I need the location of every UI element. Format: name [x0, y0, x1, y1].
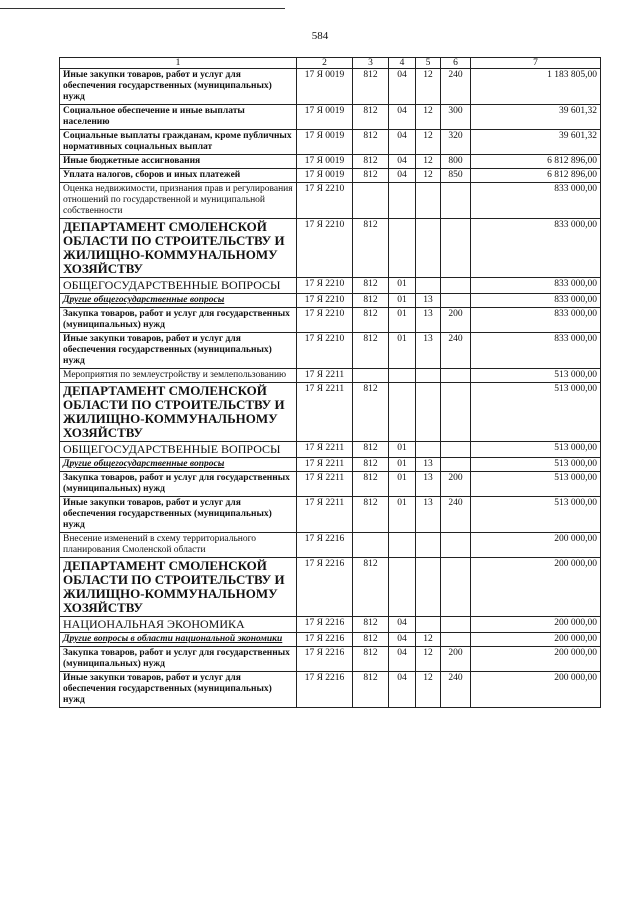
row-section-code: 04: [389, 105, 416, 130]
row-section-code: 04: [389, 633, 416, 647]
row-section-code: 04: [389, 169, 416, 183]
row-expense-type: 240: [441, 333, 471, 369]
table-row: [60, 130, 601, 155]
row-subsection-code: 12: [416, 155, 441, 169]
row-expense-type: 240: [441, 69, 471, 105]
row-subsection-code: [416, 278, 441, 294]
table-row: [60, 155, 601, 169]
row-amount: 513 000,00: [471, 383, 601, 442]
row-name: Социальные выплаты гражданам, кроме публичных нормативных социальных выплат: [60, 130, 297, 155]
row-ministry-code: 812: [353, 69, 389, 105]
row-target-article: 17 Я 0019: [297, 69, 353, 105]
column-header: 3: [353, 58, 389, 69]
row-amount: 6 812 896,00: [471, 169, 601, 183]
row-amount: 513 000,00: [471, 497, 601, 533]
top-rule: [0, 8, 285, 9]
row-ministry-code: 812: [353, 617, 389, 633]
row-name: ОБЩЕГОСУДАРСТВЕННЫЕ ВОПРОСЫ: [60, 442, 297, 458]
row-amount: 200 000,00: [471, 633, 601, 647]
row-expense-type: [441, 617, 471, 633]
row-expense-type: 200: [441, 308, 471, 333]
table-row: [60, 647, 601, 672]
row-target-article: 17 Я 2216: [297, 617, 353, 633]
row-section-code: 04: [389, 130, 416, 155]
table-row: [60, 219, 601, 278]
row-subsection-code: [416, 558, 441, 617]
row-subsection-code: [416, 617, 441, 633]
row-ministry-code: 812: [353, 647, 389, 672]
row-section-code: 01: [389, 294, 416, 308]
row-ministry-code: 812: [353, 130, 389, 155]
row-target-article: 17 Я 2216: [297, 672, 353, 708]
row-ministry-code: 812: [353, 442, 389, 458]
table-row: [60, 333, 601, 369]
row-expense-type: 240: [441, 672, 471, 708]
row-section-code: [389, 183, 416, 219]
row-name: Другие общегосударственные вопросы: [60, 458, 297, 472]
column-header: 6: [441, 58, 471, 69]
row-amount: 6 812 896,00: [471, 155, 601, 169]
row-target-article: 17 Я 2211: [297, 472, 353, 497]
row-amount: 833 000,00: [471, 278, 601, 294]
row-expense-type: [441, 442, 471, 458]
row-section-code: [389, 369, 416, 383]
table-row: [60, 308, 601, 333]
row-name: Иные закупки товаров, работ и услуг для обеспечения государственных (муниципальных) нужд: [60, 333, 297, 369]
row-subsection-code: 12: [416, 130, 441, 155]
row-section-code: 01: [389, 278, 416, 294]
row-ministry-code: [353, 533, 389, 558]
column-header: 2: [297, 58, 353, 69]
row-subsection-code: 12: [416, 633, 441, 647]
table-row: [60, 458, 601, 472]
row-target-article: 17 Я 2216: [297, 633, 353, 647]
row-section-code: 01: [389, 442, 416, 458]
row-amount: 200 000,00: [471, 617, 601, 633]
row-subsection-code: 12: [416, 647, 441, 672]
row-target-article: 17 Я 0019: [297, 105, 353, 130]
row-amount: 200 000,00: [471, 647, 601, 672]
row-section-code: 04: [389, 69, 416, 105]
row-amount: 200 000,00: [471, 558, 601, 617]
row-name: Социальное обеспечение и иные выплаты населению: [60, 105, 297, 130]
row-name: ДЕПАРТАМЕНТ СМОЛЕНСКОЙ ОБЛАСТИ ПО СТРОИТЕЛЬСТВУ И ЖИЛИЩНО-КОММУНАЛЬНОМУ ХОЗЯЙСТВУ: [60, 219, 297, 278]
table-row: [60, 442, 601, 458]
table-row: [60, 472, 601, 497]
row-ministry-code: 812: [353, 308, 389, 333]
row-ministry-code: 812: [353, 558, 389, 617]
row-amount: 200 000,00: [471, 672, 601, 708]
row-amount: 39 601,32: [471, 105, 601, 130]
row-expense-type: 200: [441, 647, 471, 672]
row-section-code: 01: [389, 458, 416, 472]
row-amount: 1 183 805,00: [471, 69, 601, 105]
row-ministry-code: 812: [353, 383, 389, 442]
row-expense-type: 800: [441, 155, 471, 169]
row-section-code: 04: [389, 617, 416, 633]
row-subsection-code: 13: [416, 458, 441, 472]
row-subsection-code: [416, 383, 441, 442]
row-subsection-code: 13: [416, 294, 441, 308]
table-row: [60, 383, 601, 442]
row-section-code: 01: [389, 497, 416, 533]
row-target-article: 17 Я 2211: [297, 383, 353, 442]
row-name: Закупка товаров, работ и услуг для государственных (муниципальных) нужд: [60, 308, 297, 333]
row-ministry-code: 812: [353, 497, 389, 533]
row-target-article: 17 Я 2210: [297, 308, 353, 333]
row-subsection-code: [416, 442, 441, 458]
row-expense-type: [441, 633, 471, 647]
row-expense-type: [441, 294, 471, 308]
row-section-code: 01: [389, 308, 416, 333]
row-expense-type: [441, 219, 471, 278]
row-amount: 833 000,00: [471, 294, 601, 308]
row-amount: 200 000,00: [471, 533, 601, 558]
column-header: 1: [60, 58, 297, 69]
row-expense-type: 850: [441, 169, 471, 183]
row-name: Уплата налогов, сборов и иных платежей: [60, 169, 297, 183]
row-name: Мероприятия по землеустройству и землепользованию: [60, 369, 297, 383]
table-row: [60, 169, 601, 183]
column-header: 5: [416, 58, 441, 69]
row-target-article: 17 Я 2210: [297, 278, 353, 294]
row-expense-type: [441, 533, 471, 558]
row-expense-type: [441, 183, 471, 219]
table-row: [60, 278, 601, 294]
row-expense-type: [441, 458, 471, 472]
row-expense-type: 300: [441, 105, 471, 130]
row-amount: 833 000,00: [471, 183, 601, 219]
row-amount: 513 000,00: [471, 369, 601, 383]
row-name: Иные закупки товаров, работ и услуг для обеспечения государственных (муниципальных) нужд: [60, 497, 297, 533]
row-target-article: 17 Я 2216: [297, 558, 353, 617]
column-header: 7: [471, 58, 601, 69]
row-section-code: 04: [389, 672, 416, 708]
row-target-article: 17 Я 2210: [297, 333, 353, 369]
budget-table: [59, 57, 601, 708]
table-row: [60, 558, 601, 617]
row-name: Закупка товаров, работ и услуг для государственных (муниципальных) нужд: [60, 647, 297, 672]
table-row: [60, 497, 601, 533]
row-name: Иные закупки товаров, работ и услуг для обеспечения государственных (муниципальных) нужд: [60, 69, 297, 105]
row-name: ДЕПАРТАМЕНТ СМОЛЕНСКОЙ ОБЛАСТИ ПО СТРОИТЕЛЬСТВУ И ЖИЛИЩНО-КОММУНАЛЬНОМУ ХОЗЯЙСТВУ: [60, 558, 297, 617]
row-name: ДЕПАРТАМЕНТ СМОЛЕНСКОЙ ОБЛАСТИ ПО СТРОИТЕЛЬСТВУ И ЖИЛИЩНО-КОММУНАЛЬНОМУ ХОЗЯЙСТВУ: [60, 383, 297, 442]
row-target-article: 17 Я 2210: [297, 183, 353, 219]
row-target-article: 17 Я 2216: [297, 533, 353, 558]
row-section-code: 04: [389, 155, 416, 169]
row-section-code: 04: [389, 647, 416, 672]
row-amount: 39 601,32: [471, 130, 601, 155]
row-expense-type: [441, 558, 471, 617]
row-expense-type: [441, 383, 471, 442]
row-name: Другие общегосударственные вопросы: [60, 294, 297, 308]
row-expense-type: [441, 278, 471, 294]
table-row: [60, 617, 601, 633]
table-row: [60, 183, 601, 219]
table-row: [60, 105, 601, 130]
row-amount: 513 000,00: [471, 472, 601, 497]
row-target-article: 17 Я 2211: [297, 497, 353, 533]
row-subsection-code: 13: [416, 333, 441, 369]
row-ministry-code: 812: [353, 219, 389, 278]
row-ministry-code: 812: [353, 333, 389, 369]
row-target-article: 17 Я 2211: [297, 442, 353, 458]
row-name: Закупка товаров, работ и услуг для государственных (муниципальных) нужд: [60, 472, 297, 497]
row-subsection-code: 13: [416, 497, 441, 533]
row-expense-type: [441, 369, 471, 383]
row-name: НАЦИОНАЛЬНАЯ ЭКОНОМИКА: [60, 617, 297, 633]
row-expense-type: 200: [441, 472, 471, 497]
row-name: Иные бюджетные ассигнования: [60, 155, 297, 169]
row-subsection-code: [416, 183, 441, 219]
row-ministry-code: 812: [353, 169, 389, 183]
row-amount: 513 000,00: [471, 442, 601, 458]
row-target-article: 17 Я 2216: [297, 647, 353, 672]
row-ministry-code: [353, 369, 389, 383]
row-section-code: [389, 533, 416, 558]
row-target-article: 17 Я 0019: [297, 169, 353, 183]
page-number: 584: [311, 30, 329, 42]
table-row: [60, 294, 601, 308]
row-subsection-code: 12: [416, 169, 441, 183]
row-subsection-code: 12: [416, 672, 441, 708]
row-target-article: 17 Я 0019: [297, 155, 353, 169]
row-amount: 513 000,00: [471, 458, 601, 472]
row-section-code: 01: [389, 333, 416, 369]
row-expense-type: 240: [441, 497, 471, 533]
row-ministry-code: 812: [353, 105, 389, 130]
row-amount: 833 000,00: [471, 219, 601, 278]
table-row: [60, 69, 601, 105]
row-name: ОБЩЕГОСУДАРСТВЕННЫЕ ВОПРОСЫ: [60, 278, 297, 294]
row-subsection-code: 13: [416, 308, 441, 333]
column-header: 4: [389, 58, 416, 69]
table-row: [60, 533, 601, 558]
table-row: [60, 672, 601, 708]
row-subsection-code: [416, 533, 441, 558]
row-ministry-code: 812: [353, 458, 389, 472]
row-amount: 833 000,00: [471, 333, 601, 369]
row-subsection-code: [416, 219, 441, 278]
row-target-article: 17 Я 2210: [297, 219, 353, 278]
row-subsection-code: 12: [416, 69, 441, 105]
row-section-code: [389, 383, 416, 442]
row-ministry-code: 812: [353, 672, 389, 708]
row-subsection-code: [416, 369, 441, 383]
row-target-article: 17 Я 2211: [297, 369, 353, 383]
row-ministry-code: 812: [353, 155, 389, 169]
row-section-code: 01: [389, 472, 416, 497]
table-row: [60, 369, 601, 383]
header-row: [60, 58, 601, 69]
row-target-article: 17 Я 0019: [297, 130, 353, 155]
row-ministry-code: 812: [353, 633, 389, 647]
row-name: Внесение изменений в схему территориального планирования Смоленской области: [60, 533, 297, 558]
row-target-article: 17 Я 2211: [297, 458, 353, 472]
row-expense-type: 320: [441, 130, 471, 155]
table-row: [60, 633, 601, 647]
row-name: Другие вопросы в области национальной экономики: [60, 633, 297, 647]
row-ministry-code: 812: [353, 278, 389, 294]
row-ministry-code: 812: [353, 294, 389, 308]
row-section-code: [389, 219, 416, 278]
row-subsection-code: 12: [416, 105, 441, 130]
row-ministry-code: 812: [353, 472, 389, 497]
row-amount: 833 000,00: [471, 308, 601, 333]
row-subsection-code: 13: [416, 472, 441, 497]
row-target-article: 17 Я 2210: [297, 294, 353, 308]
row-section-code: [389, 558, 416, 617]
row-ministry-code: [353, 183, 389, 219]
row-name: Иные закупки товаров, работ и услуг для обеспечения государственных (муниципальных) нужд: [60, 672, 297, 708]
row-name: Оценка недвижимости, признания прав и регулирования отношений по государственной и муниципальной собственности: [60, 183, 297, 219]
